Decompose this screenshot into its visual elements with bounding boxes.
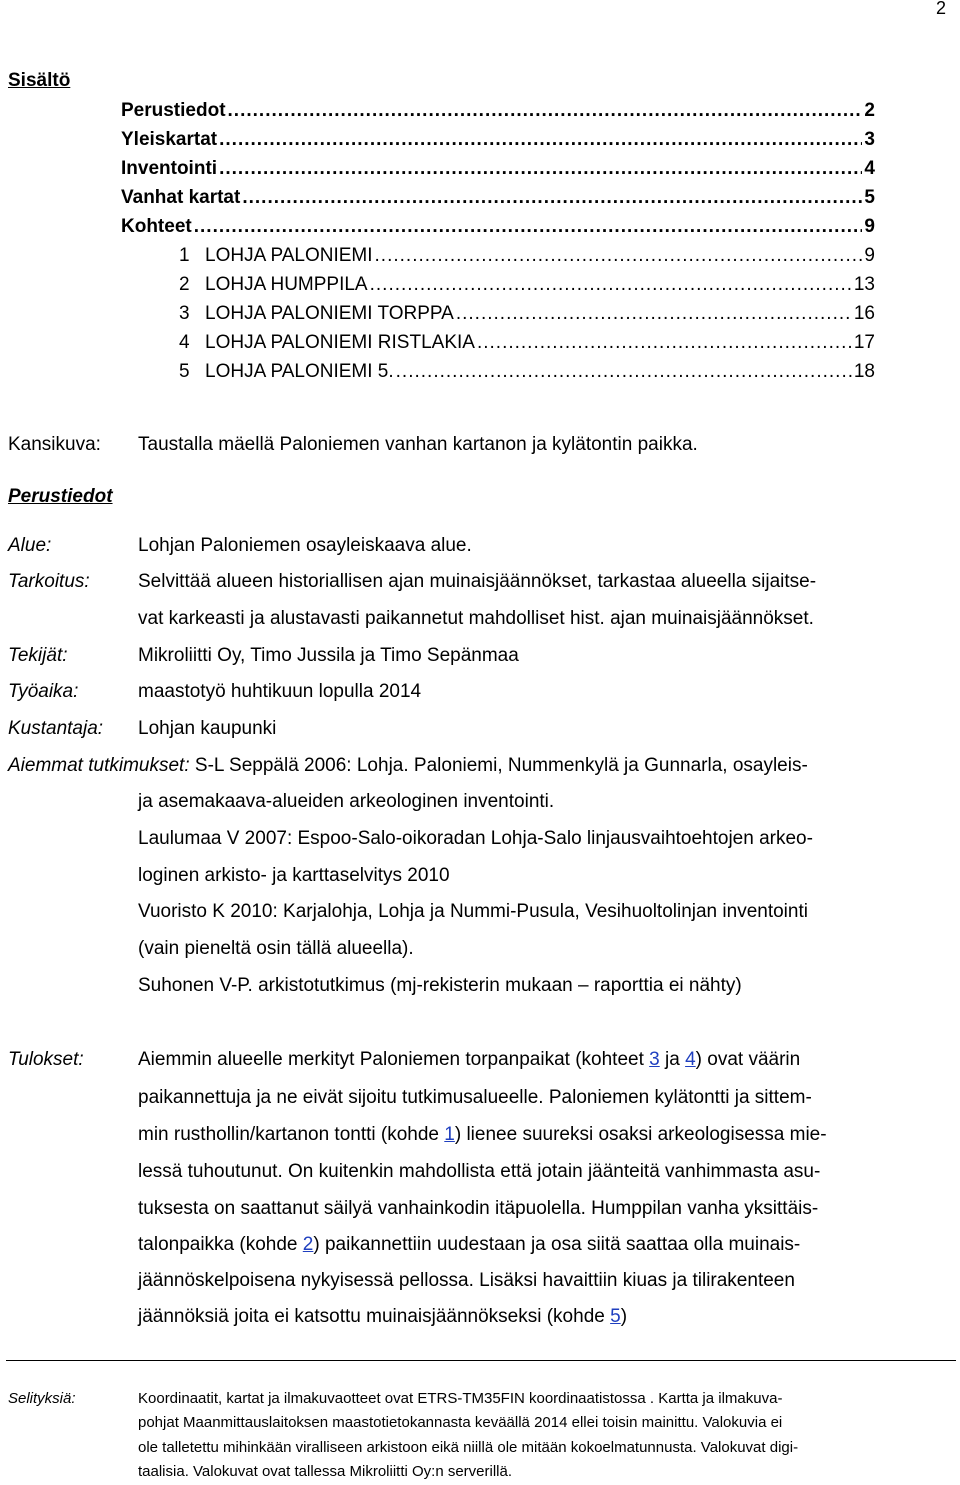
- notes-line: ole talletettu mihinkään viralliseen arkistoon eikä niillä ole mitään kokoelmatunnusta. Valokuvat digi-: [138, 1439, 799, 1456]
- kohde-2-link[interactable]: 2: [302, 1234, 314, 1255]
- toc-subentry[interactable]: [121, 361, 875, 390]
- aiemmat-line: Laulumaa V 2007: Espoo-Salo-oikoradan Lohja-Salo linjausvaihtoehtojen arkeo-: [138, 828, 813, 849]
- toc-subentry-label: [121, 303, 454, 325]
- toc-title: Sisältö: [8, 70, 71, 91]
- kustantaja-label: Kustantaja:: [8, 718, 104, 739]
- kohde-1-link[interactable]: 1: [444, 1124, 455, 1145]
- toc-entry[interactable]: [121, 187, 875, 216]
- aiemmat-line: loginen arkisto- ja karttaselvitys 2010: [138, 865, 450, 886]
- toc-subentry-text: LOHJA PALONIEMI RISTLAKIA: [205, 332, 475, 353]
- toc-entry[interactable]: [121, 216, 875, 245]
- tulokset-line: paikannettuja ja ne eivät sijoitu tutkimusalueelle. Paloniemen kylätontti ja sittem-: [138, 1087, 812, 1108]
- aiemmat-line: Suhonen V-P. arkistotutkimus (mj-rekisterin mukaan – raporttia ei nähty): [138, 975, 742, 996]
- cover-text: Taustalla mäellä Paloniemen vanhan kartanon ja kylätontin paikka.: [138, 434, 698, 455]
- toc-subentry-text: LOHJA PALONIEMI 5.: [205, 361, 394, 382]
- toc-entry-label: Perustiedot: [121, 100, 226, 121]
- toc-subentry-label: [121, 332, 475, 354]
- tulokset-label: Tulokset:: [8, 1049, 84, 1070]
- toc-entry[interactable]: [121, 129, 875, 158]
- toc-subentry-label: [121, 245, 373, 267]
- toc-subentry-page: 18: [853, 361, 875, 382]
- toc-leader-dots: [375, 245, 863, 267]
- kohde-4-link[interactable]: 4: [685, 1049, 696, 1070]
- toc-entry[interactable]: [121, 100, 875, 129]
- page-number: 2: [935, 0, 946, 18]
- toc-entry-page: 9: [864, 216, 875, 237]
- toc-subentry-number: 4: [179, 332, 190, 353]
- tekijat-value: Mikroliitti Oy, Timo Jussila ja Timo Sepänmaa: [138, 645, 519, 666]
- toc-subentry-number: 1: [179, 245, 190, 266]
- tarkoitus-label: Tarkoitus:: [8, 571, 90, 592]
- notes-line: pohjat Maanmittauslaitoksen maastotietokannasta keväällä 2014 ellei toisin mainittu. Valokuvia ei: [138, 1414, 783, 1431]
- alue-label: Alue:: [8, 535, 52, 556]
- toc-leader-dots: [477, 332, 852, 354]
- toc-entry-label: Inventointi: [121, 158, 218, 179]
- toc-leader-dots: [456, 303, 852, 325]
- tulokset-text: Aiemmin alueelle merkityt Paloniemen torpanpaikat (kohteet: [138, 1049, 650, 1070]
- toc-subentry-page: 13: [853, 274, 875, 295]
- kustantaja-value: Lohjan kaupunki: [138, 718, 277, 739]
- toc-entry-label: Yleiskartat: [121, 129, 218, 150]
- toc-leader-dots: [396, 361, 852, 383]
- aiemmat-line: S-L Seppälä 2006: Lohja. Paloniemi, Nummenkylä ja Gunnarla, osayleis-: [194, 755, 808, 776]
- aiemmat-line: ja asemakaava-alueiden arkeologinen inventointi.: [138, 791, 555, 812]
- notes-line: Koordinaatit, kartat ja ilmakuvaotteet ovat ETRS-TM35FIN koordinaatistossa . Kartta ja ilmakuva-: [138, 1390, 783, 1407]
- toc-subentry-text: LOHJA PALONIEMI: [205, 245, 373, 266]
- toc-entry-page: 5: [864, 187, 875, 208]
- tulokset-text: min rusthollin/kartanon tontti (kohde: [138, 1124, 445, 1145]
- toc-subentry-label: [121, 274, 368, 296]
- toc-subentry-number: 3: [179, 303, 190, 324]
- tulokset-text: ) paikannettiin uudestaan ja osa siitä saattaa olla muinais-: [313, 1234, 801, 1255]
- tulokset-text: ): [620, 1306, 628, 1327]
- kohde-5-link[interactable]: 5: [610, 1306, 621, 1327]
- toc-subentry[interactable]: [121, 332, 875, 361]
- toc-subentry-page: 9: [864, 245, 875, 266]
- aiemmat-line: (vain pieneltä osin tällä alueella).: [138, 938, 414, 959]
- kohde-3-link[interactable]: 3: [649, 1049, 660, 1070]
- aiemmat-row: [8, 755, 808, 777]
- toc-leader-dots: [370, 274, 852, 296]
- tarkoitus-line: Selvittää alueen historiallisen ajan muinaisjäännökset, tarkastaa alueella sijaitse-: [138, 571, 817, 592]
- aiemmat-line: Vuoristo K 2010: Karjalohja, Lohja ja Nummi-Pusula, Vesihuoltolinjan inventointi: [138, 901, 808, 922]
- toc-subentry[interactable]: [121, 274, 875, 303]
- tulokset-line: [138, 1306, 627, 1328]
- toc-subentry-page: 17: [853, 332, 875, 353]
- toc-subentry[interactable]: [121, 245, 875, 274]
- toc-entry-page: 3: [864, 129, 875, 150]
- alue-value: Lohjan Paloniemen osayleiskaava alue.: [138, 535, 472, 556]
- toc-entry[interactable]: [121, 158, 875, 187]
- tulokset-text: ) ovat väärin: [695, 1049, 801, 1070]
- table-of-contents: [121, 100, 875, 390]
- toc-entry-page: 4: [864, 158, 875, 179]
- toc-leader-dots: [219, 129, 862, 151]
- toc-leader-dots: [194, 216, 863, 238]
- aiemmat-label: Aiemmat tutkimukset:: [8, 755, 190, 776]
- tekijat-label: Tekijät:: [8, 645, 68, 666]
- notes-line: taalisia. Valokuvat ovat tallessa Mikroliitti Oy:n serverillä.: [138, 1463, 513, 1480]
- tarkoitus-line: vat karkeasti ja alustavasti paikannetut mahdolliset hist. ajan muinaisjäännökset.: [138, 608, 814, 629]
- tulokset-text: jäännöksiä joita ei katsottu muinaisjäännökseksi (kohde: [138, 1306, 611, 1327]
- tulokset-line: [138, 1124, 827, 1146]
- tulokset-text: ) lienee suureksi osaksi arkeologisessa mie-: [454, 1124, 827, 1145]
- tulokset-line: lessä tuhoutunut. On kuitenkin mahdollista että jotain jäänteitä vanhimmasta asu-: [138, 1161, 821, 1182]
- notes-label: Selityksiä:: [8, 1390, 76, 1407]
- tulokset-text: ja: [659, 1049, 686, 1070]
- tulokset-line: [138, 1049, 800, 1071]
- toc-subentry-text: LOHJA HUMPPILA: [205, 274, 368, 295]
- toc-leader-dots: [219, 158, 862, 180]
- tulokset-line: tuksesta on saattanut säilyä vanhainkodin itäpuolella. Humppilan vanha yksittäis-: [138, 1198, 819, 1219]
- toc-entry-label: Kohteet: [121, 216, 192, 237]
- toc-entry-page: 2: [864, 100, 875, 121]
- section-heading-perustiedot: Perustiedot: [8, 486, 113, 507]
- toc-subentry-page: 16: [853, 303, 875, 324]
- toc-subentry-label: [121, 361, 394, 383]
- toc-leader-dots: [228, 100, 863, 122]
- toc-entry-label: Vanhat kartat: [121, 187, 241, 208]
- tulokset-line: jäännöskelpoisena nykyisessä pellossa. Lisäksi havaittiin kiuas ja tilirakenteen: [138, 1270, 795, 1291]
- tulokset-line: [138, 1234, 800, 1256]
- tyoaika-value: maastotyö huhtikuun lopulla 2014: [138, 681, 422, 702]
- tyoaika-label: Työaika:: [8, 681, 79, 702]
- toc-leader-dots: [242, 187, 862, 209]
- divider: [6, 1360, 956, 1361]
- toc-subentry-number: 5: [179, 361, 190, 382]
- toc-subentry[interactable]: [121, 303, 875, 332]
- cover-label: Kansikuva:: [8, 434, 101, 455]
- tulokset-text: talonpaikka (kohde: [138, 1234, 303, 1255]
- toc-subentry-text: LOHJA PALONIEMI TORPPA: [205, 303, 454, 324]
- toc-subentry-number: 2: [179, 274, 190, 295]
